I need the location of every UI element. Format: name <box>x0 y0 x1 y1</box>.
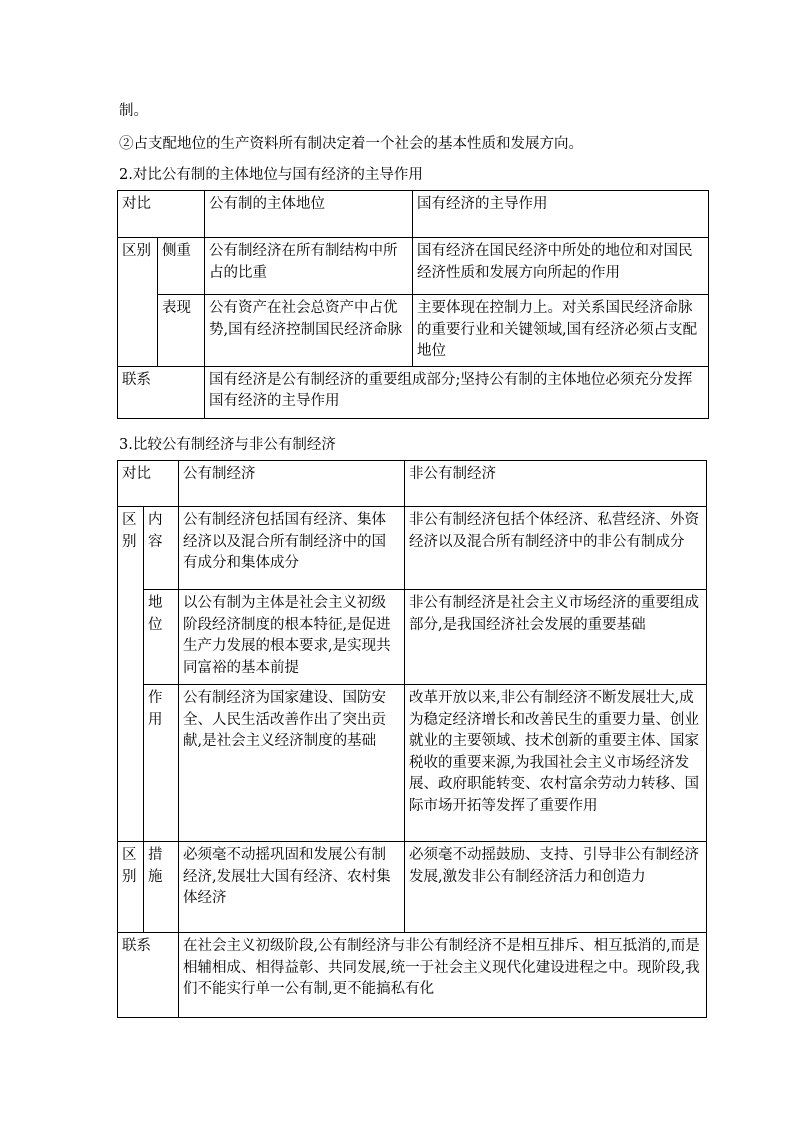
row-group-difference-2: 区别 <box>118 842 144 933</box>
header-state-economy: 国有经济的主导作用 <box>413 191 709 238</box>
row-label-status: 地位 <box>144 590 179 685</box>
row-label-measures: 措施 <box>144 842 179 933</box>
header-nonpublic-economy: 非公有制经济 <box>405 461 707 507</box>
cell-manifestation-state: 主要体现在控制力上。对关系国民经济命脉的重要行业和关键领域,国有经济必须占支配地位 <box>413 295 709 367</box>
row-label-content: 内容 <box>144 507 179 590</box>
cell-measures-nonpublic: 必须毫不动摇鼓励、支持、引导非公有制经济发展,激发非公有制经济活力和创造力 <box>405 842 707 933</box>
cell-status-nonpublic: 非公有制经济是社会主义市场经济的重要组成部分,是我国经济社会发展的重要基础 <box>405 590 707 685</box>
row-label-manifestation: 表现 <box>158 295 205 367</box>
cell-manifestation-public: 公有资产在社会总资产中占优势,国有经济控制国民经济命脉 <box>205 295 413 367</box>
cell-emphasis-public: 公有制经济在所有制结构中所占的比重 <box>205 238 413 295</box>
section-heading-3: 3.比较公有制经济与非公有制经济 <box>119 437 336 453</box>
cell-connection: 国有经济是公有制经济的重要组成部分;坚持公有制的主体地位必须充分发挥国有经济的主导作用 <box>205 366 709 418</box>
cell-content-public: 公有制经济包括国有经济、集体经济以及混合所有制经济中的国有成分和集体成分 <box>179 507 405 590</box>
comparison-table-2 <box>117 460 707 1018</box>
paragraph-point-2: ②占支配地位的生产资料所有制决定着一个社会的基本性质和发展方向。 <box>119 136 583 152</box>
comparison-table-1 <box>117 190 709 419</box>
section-heading-2: 2.对比公有制的主体地位与国有经济的主导作用 <box>119 167 423 183</box>
header-public-economy: 公有制经济 <box>179 461 405 507</box>
cell-measures-public: 必须毫不动摇巩固和发展公有制经济,发展壮大国有经济、农村集体经济 <box>179 842 405 933</box>
header-compare: 对比 <box>118 461 179 507</box>
row-label-emphasis: 侧重 <box>158 238 205 295</box>
cell-status-public: 以公有制为主体是社会主义初级阶段经济制度的根本特征,是促进生产力发展的根本要求,是实现共同富裕的基本前提 <box>179 590 405 685</box>
cell-connection: 在社会主义初级阶段,公有制经济与非公有制经济不是相互排斥、相互抵消的,而是相辅相成、相得益彰、共同发展,统一于社会主义现代化建设进程之中。现阶段,我们不能实行单一公有制,更不能搞私有化 <box>179 933 707 1018</box>
cell-role-nonpublic: 改革开放以来,非公有制经济不断发展壮大,成为稳定经济增长和改善民生的重要力量、创业就业的主要领域、技术创新的重要主体、国家税收的重要来源,为我国社会主义市场经济发展、政府职能转变、农村富余劳动力转移、国际市场开拓等发挥了重要作用 <box>405 685 707 842</box>
row-label-connection: 联系 <box>118 933 179 1018</box>
cell-content-nonpublic: 非公有制经济包括个体经济、私营经济、外资经济以及混合所有制经济中的非公有制成分 <box>405 507 707 590</box>
row-group-difference: 区别 <box>118 238 158 367</box>
row-label-connection: 联系 <box>118 366 205 418</box>
cell-role-public: 公有制经济为国家建设、国防安全、人民生活改善作出了突出贡献,是社会主义经济制度的基础 <box>179 685 405 842</box>
header-public-ownership: 公有制的主体地位 <box>205 191 413 238</box>
cell-emphasis-state: 国有经济在国民经济中所处的地位和对国民经济性质和发展方向所起的作用 <box>413 238 709 295</box>
paragraph-continuation: 制。 <box>119 103 148 119</box>
header-compare: 对比 <box>118 191 205 238</box>
row-label-role: 作用 <box>144 685 179 842</box>
row-group-difference: 区别 <box>118 507 144 842</box>
